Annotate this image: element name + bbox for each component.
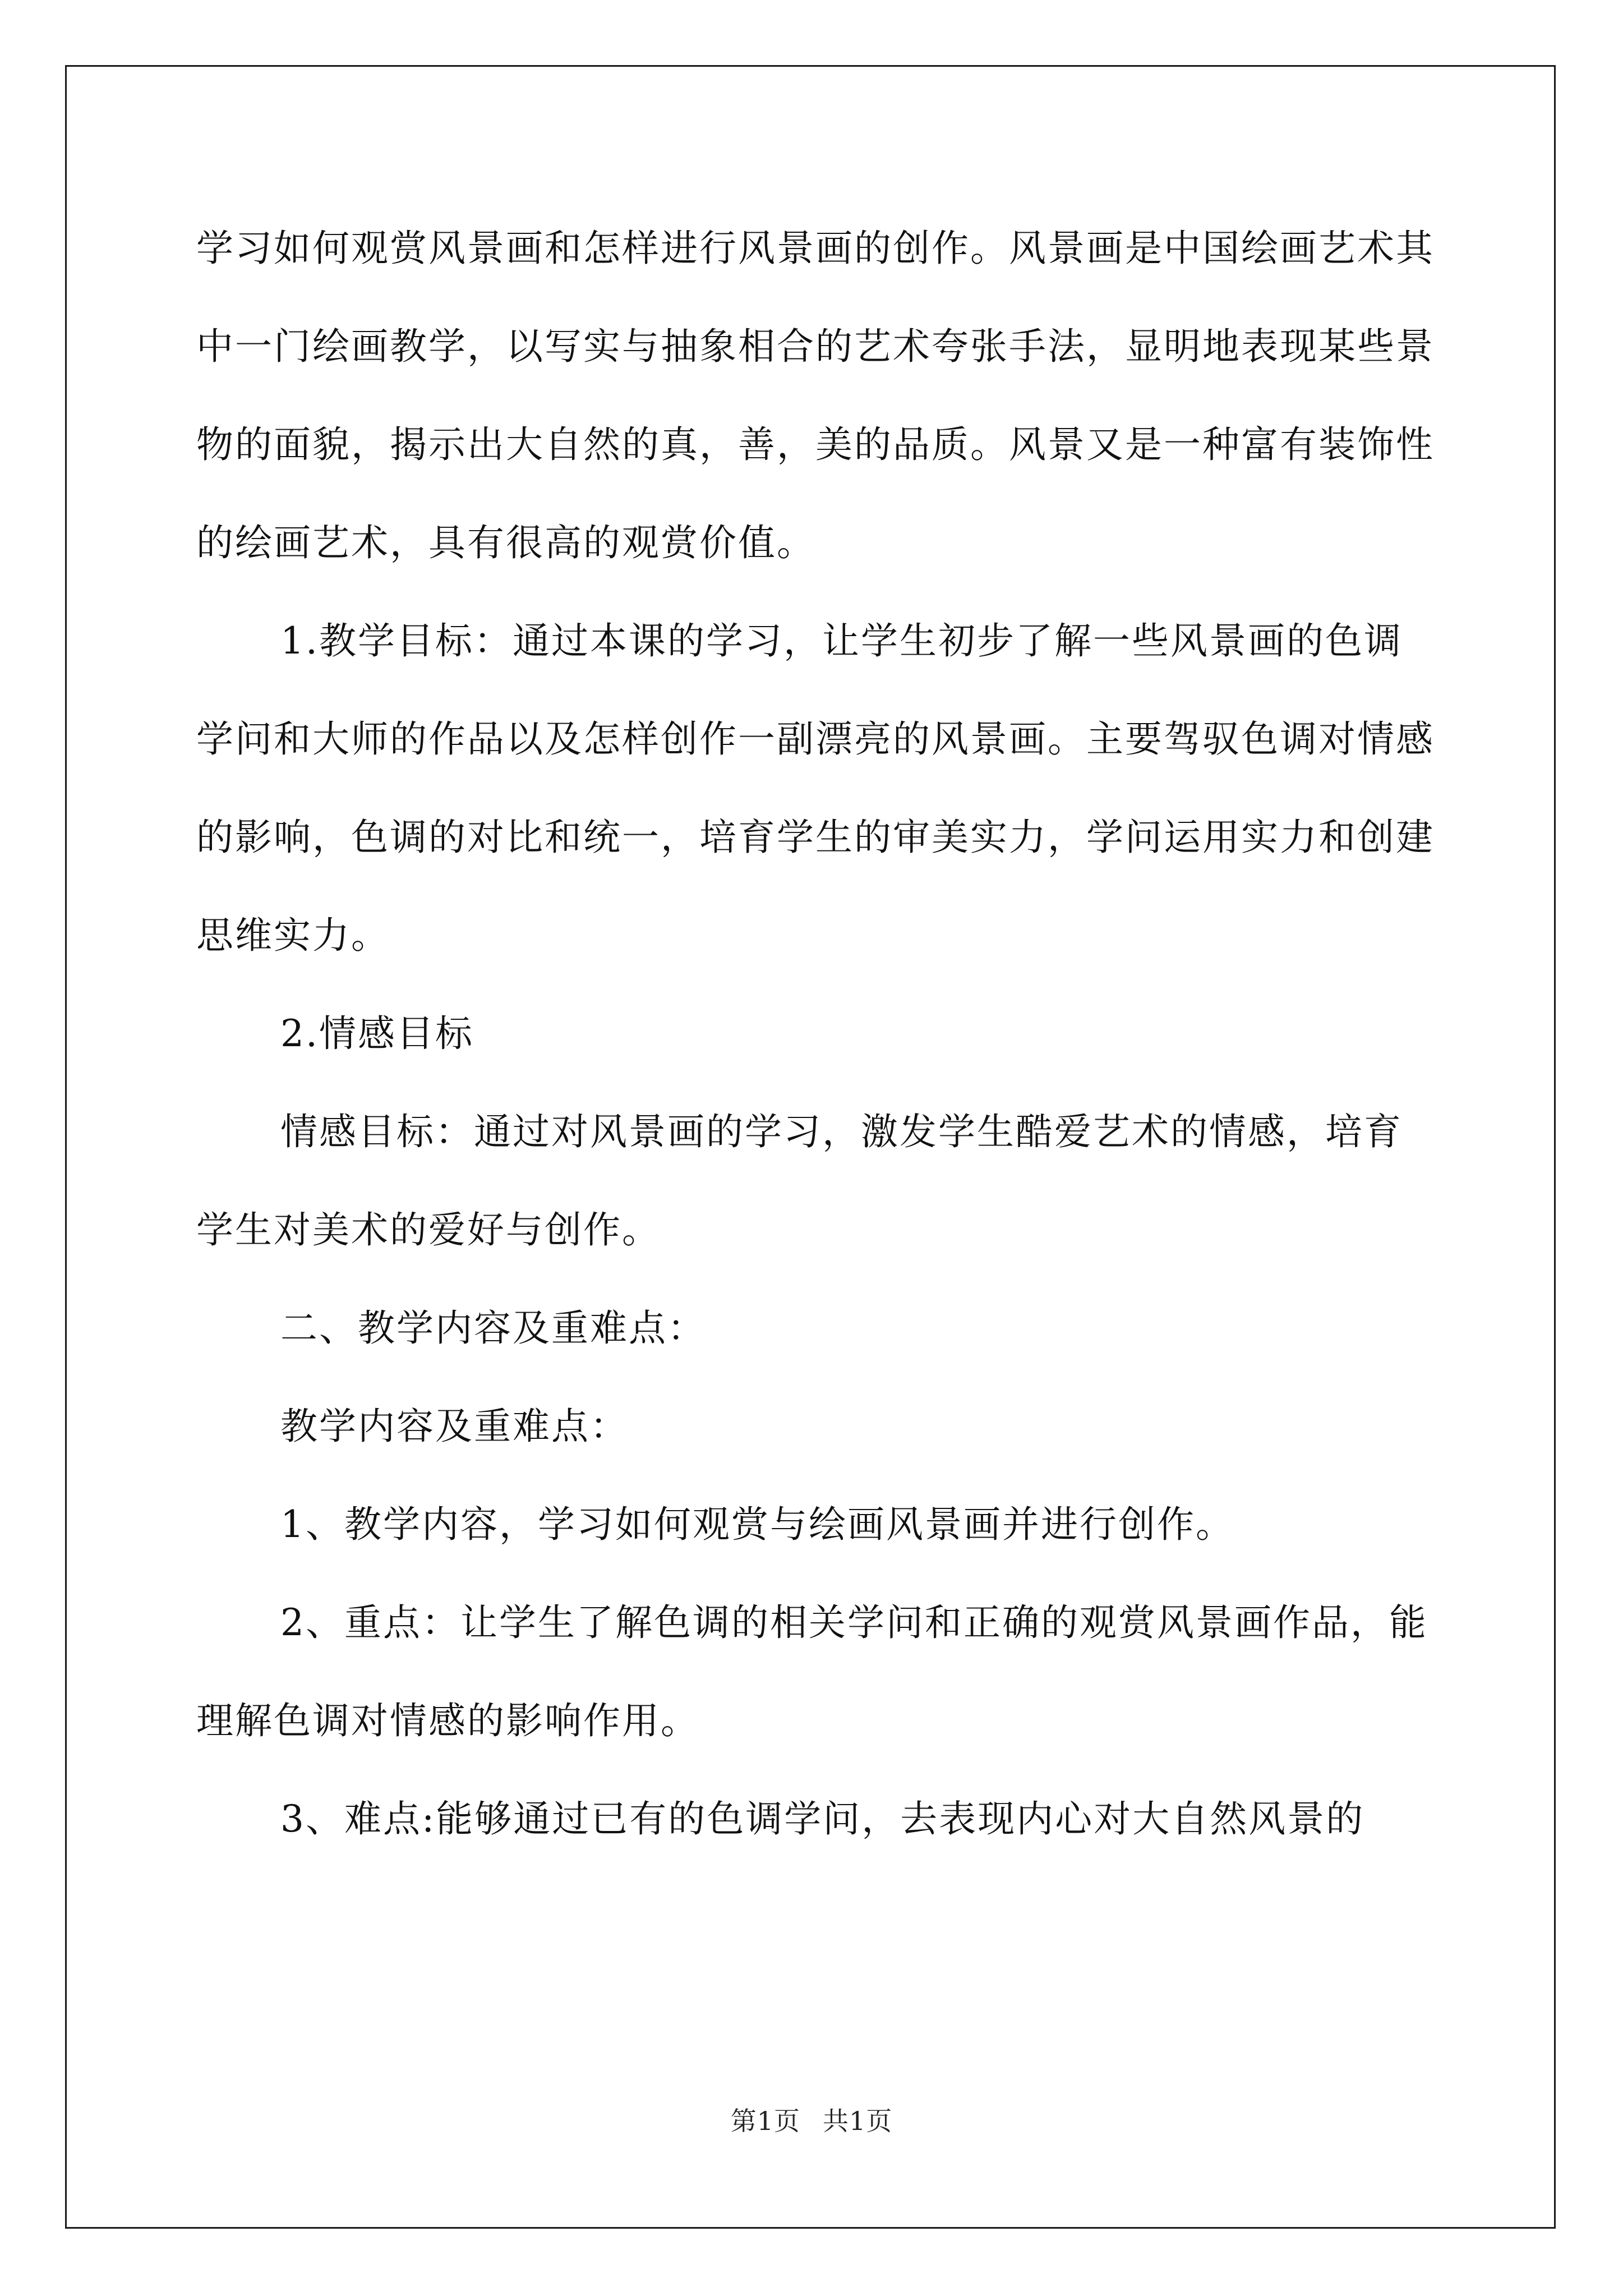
section-heading-content: 二、教学内容及重难点： (280, 1306, 706, 1350)
paragraph-intro: 学习如何观赏风景画和怎样进行风景画的创作。风景画是中国绘画艺术其中一门绘画教学，以写实与抽象相合的艺术夸张手法，显明地表现某些景物的面貌，揭示出大自然的真，善，美的品质。风景又是一种富有装饰性的绘画艺术，具有很高的观赏价值。 (196, 227, 1435, 564)
page-total: 共1页 (823, 2106, 893, 2136)
list-item-content: 1、教学内容，学习如何观赏与绘画风景画并进行创作。 (280, 1503, 1234, 1546)
paragraph-emotion-goal: 情感目标：通过对风景画的学习，激发学生酷爱艺术的情感，培育学生对美术的爱好与创作。 (196, 1110, 1403, 1251)
paragraph-teaching-goal: 1.教学目标：通过本课的学习，让学生初步了解一些风景画的色调学问和大师的作品以及怎样创作一副漂亮的风景画。主要驾驭色调对情感的影响，色调的对比和统一，培育学生的审美实力，学问运用实力和创建思维实力。 (196, 619, 1435, 957)
list-item-difficulty: 3、难点:能够通过已有的色调学问，去表现内心对大自然风景的 (280, 1797, 1365, 1841)
page-footer (0, 2101, 1623, 2138)
paragraph-emotion-goal-heading: 2.情感目标 (280, 1012, 474, 1055)
paragraph-content-heading: 教学内容及重难点： (280, 1405, 629, 1448)
document-body (196, 199, 1436, 1868)
page-number: 第1页 (730, 2106, 800, 2136)
list-item-key-point: 2、重点：让学生了解色调的相关学问和正确的观赏风景画作品，能理解色调对情感的影响作用。 (196, 1601, 1428, 1742)
